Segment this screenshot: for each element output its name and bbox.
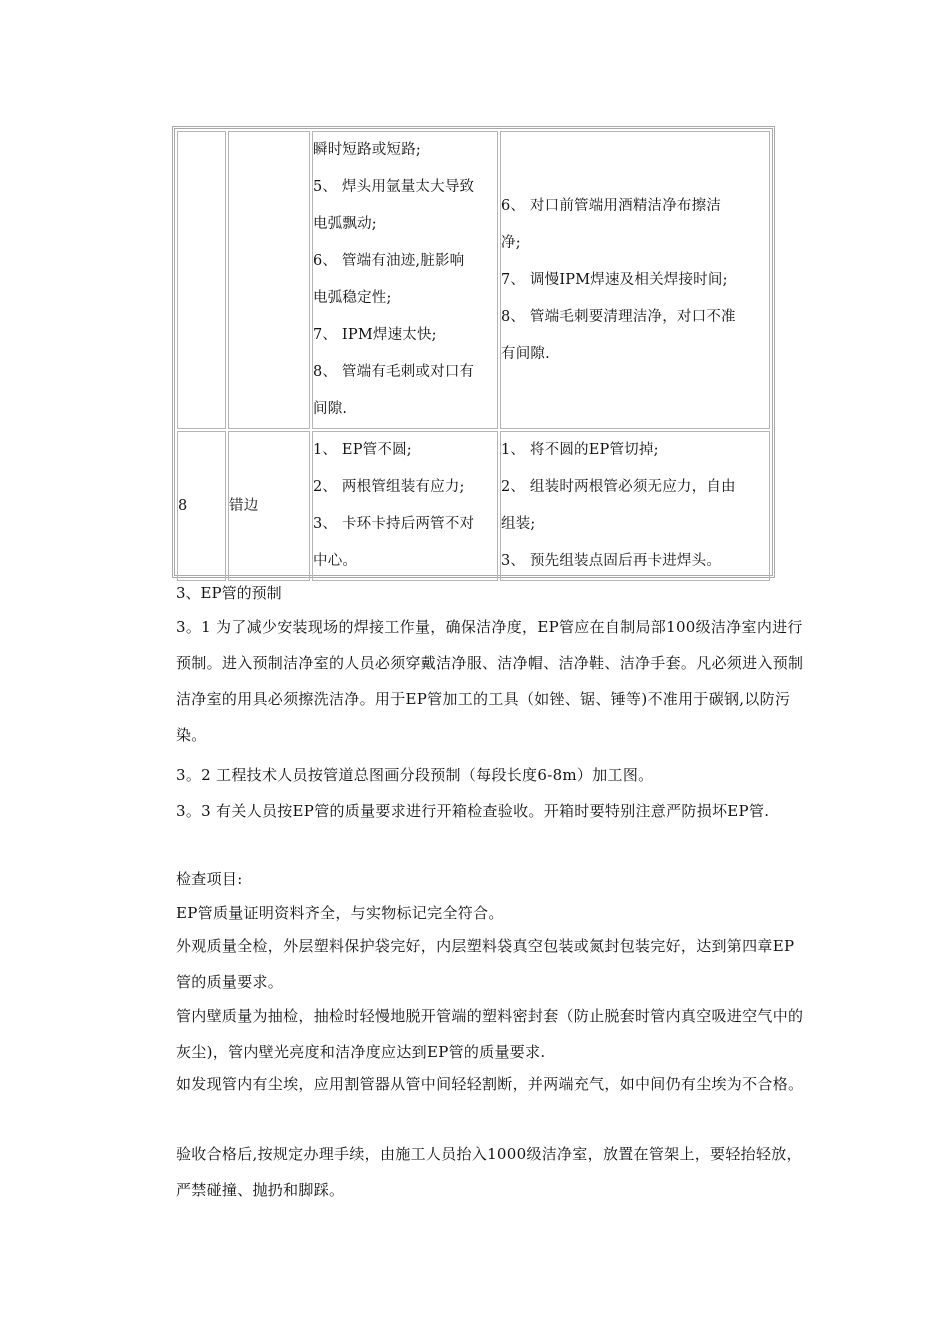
measures-cell: [500, 131, 770, 429]
causes-cell: [312, 431, 498, 581]
cause-line: 8、 管端有毛刺或对口有: [313, 364, 475, 380]
cause-line: 3、 卡环卡持后两管不对: [313, 516, 475, 532]
cause-line: 电弧飘动;: [313, 216, 377, 232]
measure-line: 3、 预先组装点固后再卡进焊头。: [501, 553, 722, 569]
measure-line: 7、 调慢IPM焊速及相关焊接时间;: [501, 271, 728, 288]
measures-cell: [500, 431, 770, 581]
table-row: [177, 431, 770, 581]
defect-table-frame: [172, 126, 775, 578]
cause-line: 7、 IPM焊速太快;: [313, 327, 437, 343]
paragraph-3-3: 3。3 有关人员按EP管的质量要求进行开箱检查验收。开箱时要特别注意严防损坏EP管.: [176, 802, 770, 820]
measure-line: 1、 将不圆的EP管切掉;: [501, 442, 659, 458]
defect-name-cell: [228, 131, 310, 429]
cause-line: 间隙.: [313, 401, 348, 417]
cause-line: 瞬时短路或短路;: [313, 142, 421, 158]
paragraph-3-1: 3。1 为了减少安装现场的焊接工作量，确保洁净度，EP管应在自制局部100级洁净室内进行预制。进入预制洁净室的人员必须穿戴洁净服、洁净帽、洁净鞋、洁净手套。凡必须进入预制洁净室的用具必须擦洗洁净。用于EP管加工的工具（如锉、锯、锤等)不准用于碳钢,以防污染。: [176, 618, 804, 744]
cause-line: 1、 EP管不圆;: [313, 442, 412, 458]
measure-line: 2、 组装时两根管必须无应力，自由: [501, 479, 736, 495]
measure-line: 有间隙.: [501, 345, 550, 362]
row-number-cell: [177, 131, 226, 429]
defect-name-cell: 错边: [228, 431, 310, 581]
paragraph-check-items: 检查项目:: [176, 870, 243, 888]
paragraph-appearance: 外观质量全检，外层塑料保护袋完好，内层塑料袋真空包装或氮封包装完好，达到第四章EP管的质量要求。: [176, 937, 795, 991]
measure-line: 8、 管端毛刺要清理洁净，对口不准: [501, 308, 736, 325]
table-row: [177, 131, 770, 429]
paragraph-3-2: 3。2 工程技术人员按管道总图画分段预制（每段长度6-8m）加工图。: [176, 766, 654, 784]
measure-line: 组装;: [501, 516, 536, 532]
paragraph-certificate: EP管质量证明资料齐全，与实物标记完全符合。: [176, 904, 504, 922]
cause-line: 5、 焊头用氩量太大导致: [313, 179, 475, 195]
defect-table: [175, 129, 772, 583]
section-heading: 3、EP管的预制: [176, 584, 282, 602]
cause-line: 电弧稳定性;: [313, 290, 392, 306]
causes-cell: [312, 131, 498, 429]
row-number-cell: 8: [177, 431, 226, 581]
measure-line: 净;: [501, 234, 521, 251]
paragraph-dust: 如发现管内有尘埃，应用割管器从管中间轻轻割断，并两端充气，如中间仍有尘埃为不合格。: [176, 1075, 804, 1093]
paragraph-inner-wall: 管内壁质量为抽检，抽检时轻慢地脱开管端的塑料密封套（防止脱套时管内真空吸进空气中的灰尘)，管内壁光亮度和洁净度应达到EP管的质量要求.: [176, 1007, 804, 1061]
paragraph-acceptance: 验收合格后,按规定办理手续，由施工人员抬入1000级洁净室，放置在管架上，要轻抬轻放，严禁碰撞、抛扔和脚踩。: [176, 1145, 802, 1199]
cause-line: 2、 两根管组装有应力;: [313, 479, 465, 495]
cause-line: 6、 管端有油迹,脏影响: [313, 253, 465, 269]
measure-line: 6、 对口前管端用酒精洁净布擦洁: [501, 197, 722, 214]
cause-line: 中心。: [313, 553, 358, 569]
